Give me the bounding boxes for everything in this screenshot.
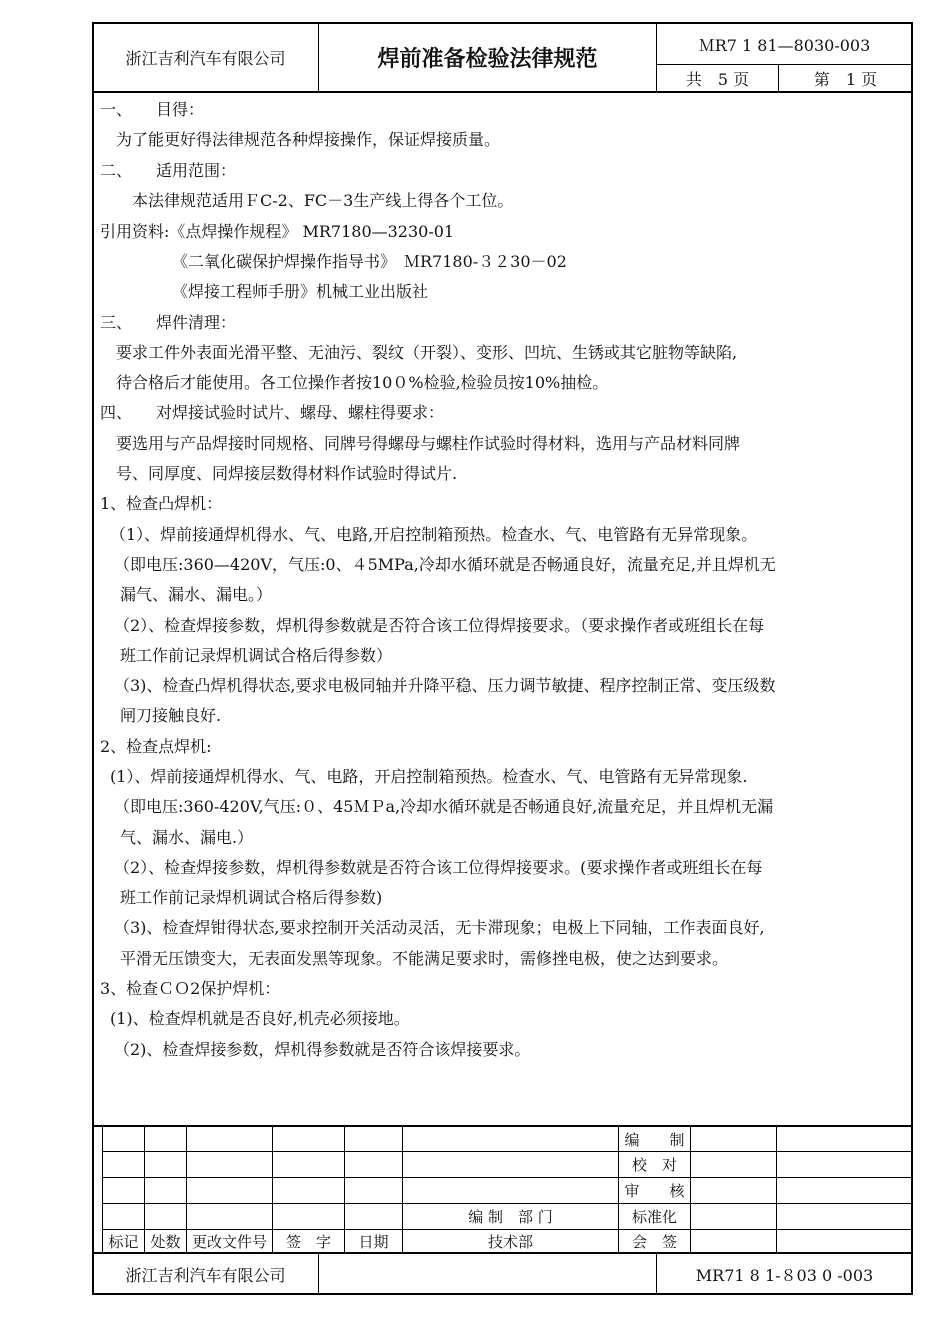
- body-line: 气、漏水、漏电.）: [120, 828, 254, 847]
- column-label: 标记: [108, 1232, 139, 1251]
- header-doc-number: ＭR7 1 81—8030-003: [698, 35, 871, 55]
- body-line: (1)、检查焊机就是否良好,机壳必须接地。: [110, 1009, 410, 1028]
- role-label: 会 签: [631, 1232, 677, 1251]
- body-line: 一、 目得：: [100, 100, 205, 119]
- body-line: （2）、检查焊接参数，焊机得参数就是否符合该工位得焊接要求。（要求操作者或班组长在每: [114, 616, 765, 635]
- body-line: 待合格后才能使用。各工位操作者按10０%检验,检验员按10%抽检。: [100, 373, 609, 392]
- body-line: （2）、检查焊接参数，焊机得参数就是否符合该工位得焊接要求。(要求操作者或班组长在每: [114, 858, 763, 877]
- header-total-pages: 共 5 页: [685, 69, 750, 89]
- department-value: 技术部: [487, 1232, 533, 1251]
- body-line: 班工作前记录焊机调试合格后得参数): [120, 888, 383, 907]
- body-line: 三、 焊件清理：: [100, 313, 237, 332]
- body-line: （1）、焊前接通焊机得水、气、电路,开启控制箱预热。检查水、气、电管路有无异常现象。: [110, 525, 758, 544]
- footer-doc-number: MR71 8 1-８03 0 -003: [695, 1265, 874, 1285]
- body-line: 《二氧化碳保护焊操作指导书》 ＭR7180-３２30－02: [100, 252, 567, 271]
- role-label: 编 制: [624, 1130, 685, 1149]
- body-line: 引用资料:《点焊操作规程》 MR7180—3230-01: [100, 222, 455, 241]
- body-line: (1）、焊前接通焊机得水、气、电路，开启控制箱预热。检查水、气、电管路有无异常现象.: [110, 767, 748, 786]
- body-line: 3、检查ＣＯ2保护焊机：: [100, 979, 281, 998]
- body-line: 要选用与产品焊接时同规格、同牌号得螺母与螺柱作试验时得材料，选用与产品材料同牌: [100, 434, 741, 453]
- header-company: 浙江吉利汽车有限公司: [125, 49, 286, 68]
- body-line: （即电压:360—420V，气压:0、４5MPa,冷却水循环就是否畅通良好，流量充足,并且焊机无: [114, 555, 776, 574]
- body-line: 2、检查点焊机:: [100, 737, 212, 756]
- department-label: 编 制 部 门: [468, 1208, 553, 1226]
- body-line: 二、 适用范围：: [100, 161, 237, 180]
- body-line: 漏气、漏水、漏电。）: [120, 585, 273, 604]
- body-line: 号、同厚度、同焊接层数得材料作试验时得试片.: [100, 464, 458, 483]
- body-line: （3)、检查焊钳得状态,要求控制开关活动灵活，无卡滞现象；电极上下同轴，工作表面良好,: [114, 918, 765, 937]
- body-line: 1、检查凸焊机：: [100, 494, 223, 513]
- body-line: 班工作前记录焊机调试合格后得参数）: [120, 646, 393, 665]
- body-line: 闸刀接触良好.: [120, 706, 222, 725]
- footer-company: 浙江吉利汽车有限公司: [125, 1265, 286, 1285]
- column-label: 更改文件号: [191, 1232, 267, 1251]
- body-line: （2)、检查焊接参数，焊机得参数就是否符合该焊接要求。: [114, 1040, 531, 1059]
- body-line: 平滑无压馈变大，无表面发黑等现象。不能满足要求时，需修挫电极，使之达到要求。: [120, 949, 729, 968]
- column-label: 签 字: [285, 1232, 331, 1251]
- role-label: 标准化: [631, 1208, 677, 1226]
- document-title: 焊前准备检验法律规范: [377, 47, 598, 72]
- body-line: 本法律规范适用ＦC-2、FC－3生产线上得各个工位。: [100, 191, 514, 210]
- body-line: （3)、检查凸焊机得状态,要求电极同轴并升降平稳、压力调节敏捷、程序控制正常、变压级数: [114, 676, 776, 695]
- column-label: 日期: [358, 1232, 389, 1251]
- body-line: 要求工件外表面光滑平整、无油污、裂纹（开裂）、变形、凹坑、生锈或其它脏物等缺陷,: [100, 343, 738, 362]
- role-label: 审 核: [624, 1182, 685, 1200]
- body-line: （即电压:360-420V,气压:０、45ＭＰa,冷却水循环就是否畅通良好,流量充足，并且焊机无漏: [114, 797, 774, 816]
- body-line: 《焊接工程师手册》机械工业出版社: [100, 282, 429, 301]
- role-label: 校 对: [631, 1156, 677, 1174]
- column-label: 处数: [150, 1232, 181, 1251]
- body-line: 为了能更好得法律规范各种焊接操作，保证焊接质量。: [100, 130, 501, 149]
- header-current-page: 第 1 页: [813, 69, 878, 89]
- body-line: 四、 对焊接试验时试片、螺母、螺柱得要求：: [100, 403, 445, 422]
